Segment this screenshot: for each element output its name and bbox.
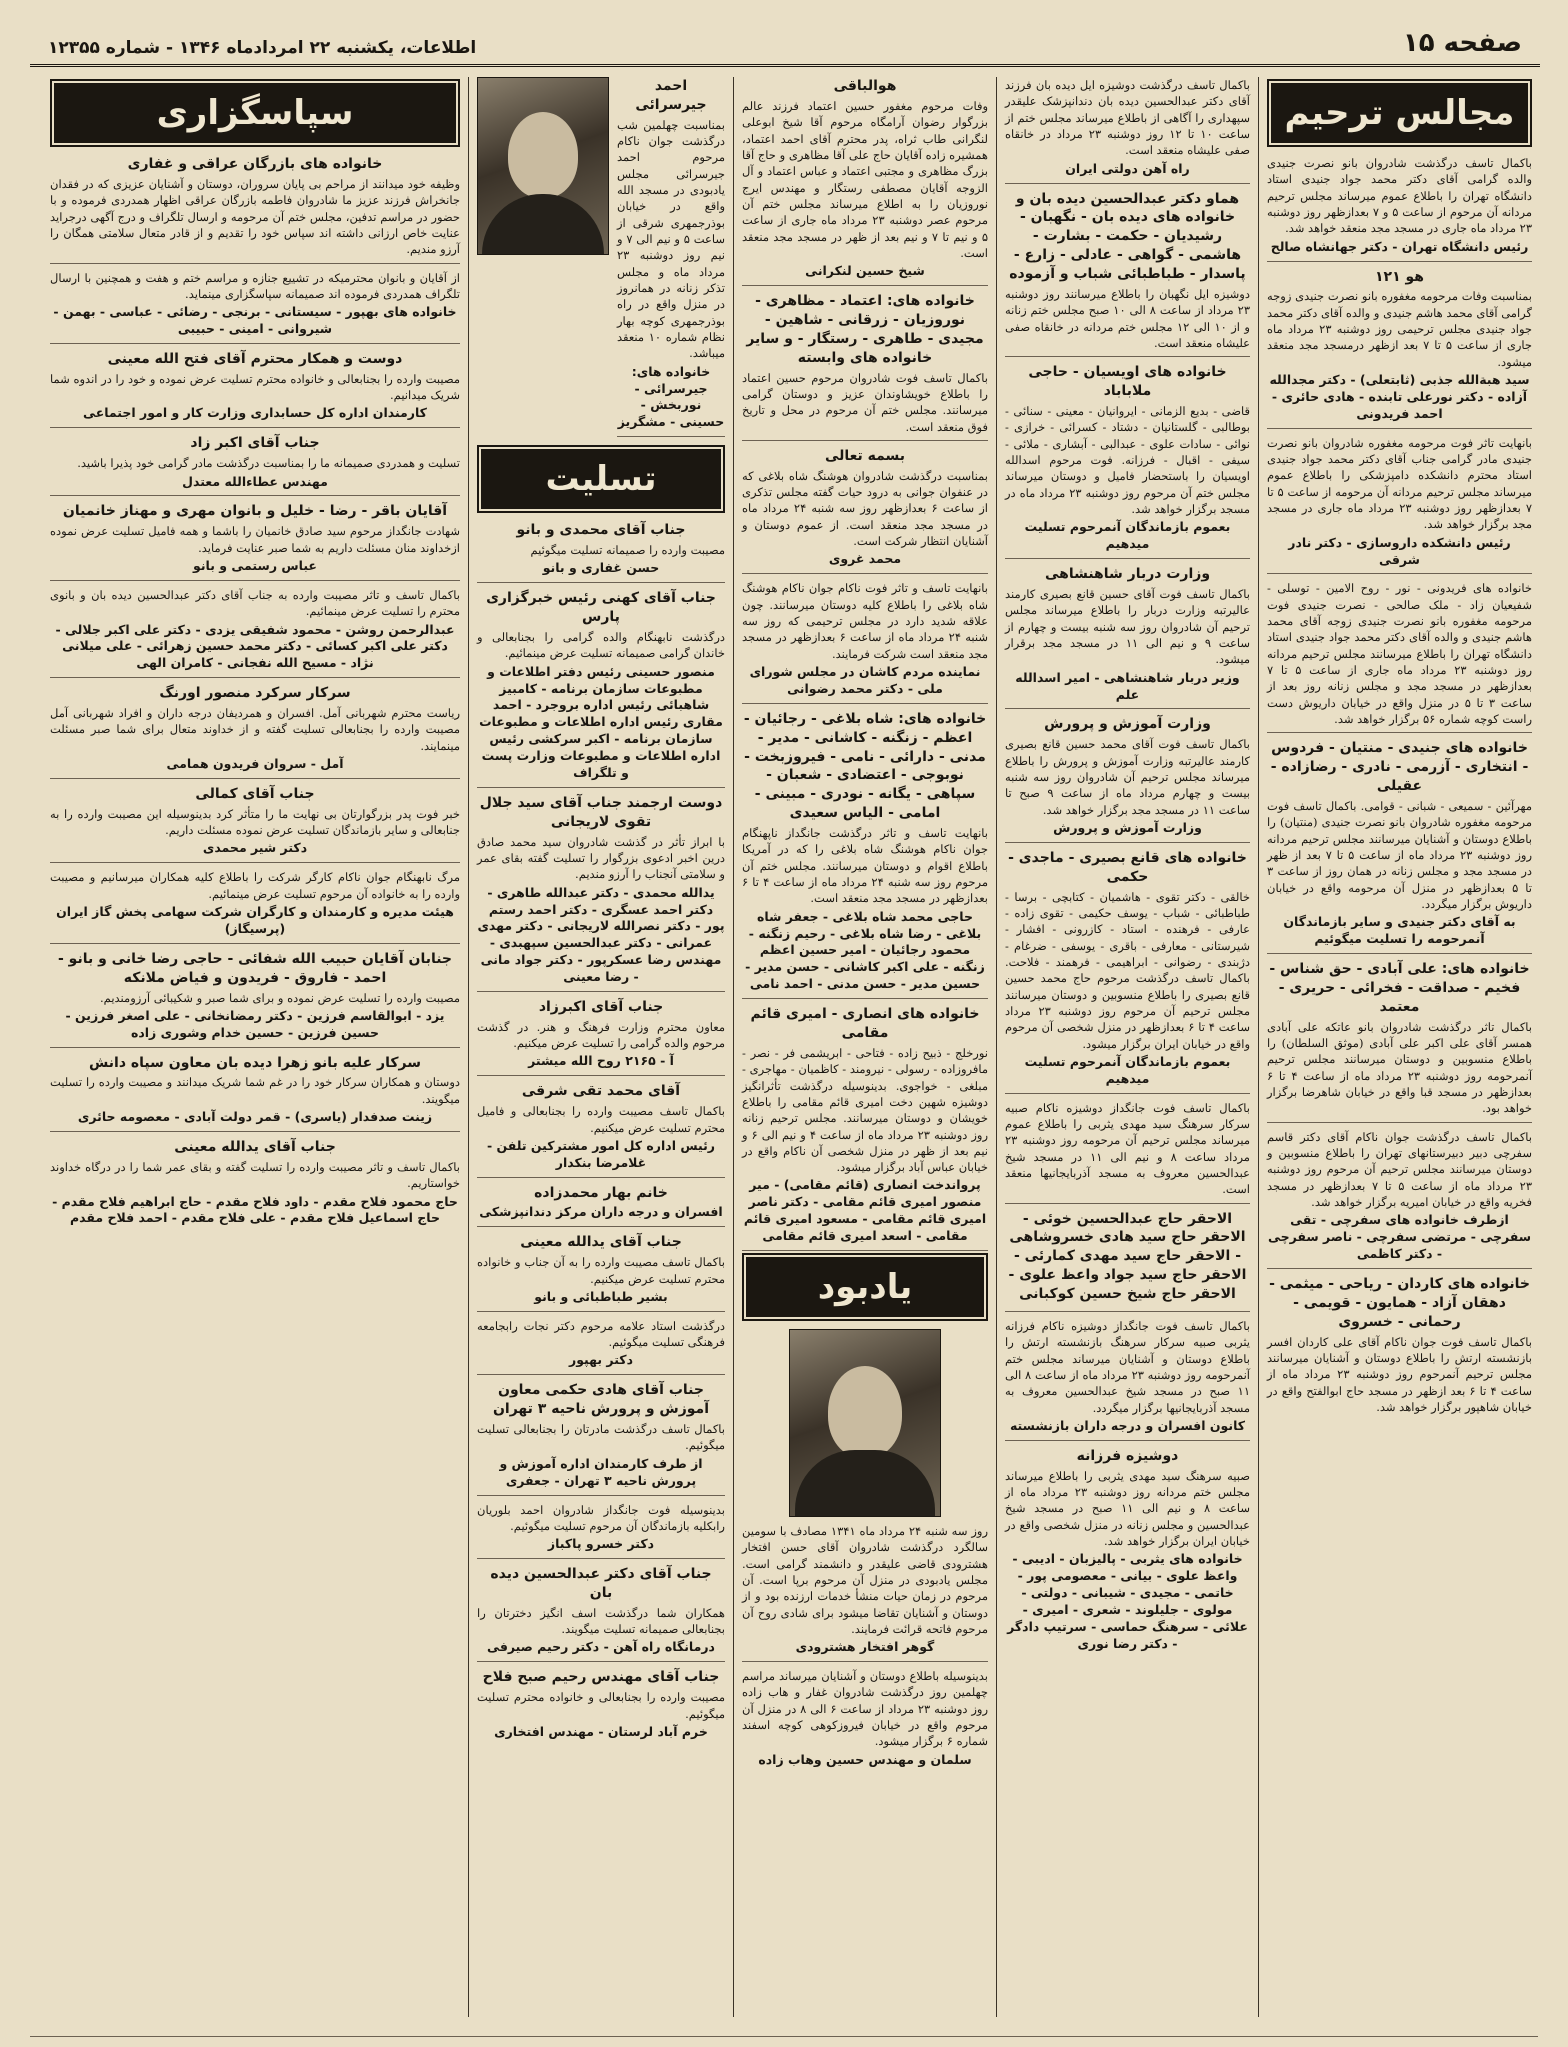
column-sepas	[42, 77, 468, 2017]
notice-signature: بعموم بازماندگان آنمرحوم تسلیت میدهیم	[1024, 1053, 1231, 1086]
notice-text: بانهایت تاسف و تاثر درگذشت جانگداز ناپهنگام جوان ناکام هوشنگ شاه بلاغی را که در آمریکا باطلاع اقوام و دوستان میرسانند. مجلس ختم آن مرحوم روز سه شنبه ۲۴ مرداد ماه از ساعت ۴ تا ۶ بعدازظهر در مسجد مجد منعقد است.	[742, 826, 988, 906]
notice-text: باکمال تاسف فوت آقای حسین قانع بصیری کارمند عالیرتبه وزارت دربار را باطلاع میرساند مجلس ترحیم آن شادروان روز سه شنبه بیست و چهارم از ساعت ۹ و نیم الی ۱۱ در مسجد مجد برقرار میشود.	[1005, 587, 1250, 667]
notice-title: خانواده های: شاه بلاغی - رجائیان - اعظم - زنگنه - کاشانی - مدیر - مدنی - دارائی - نامی - فیروزبخت - نوبوجی - اعتضادی - شعبان - سپاهی - یگانه - نودری - مبینی - امامی - الیاس سعیدی	[743, 710, 987, 822]
notice-text: بانهایت تاثر فوت مرحومه مغفوره شادروان بانو نصرت جنیدی مادر گرامی جناب آقای دکتر محمد جواد جنیدی استاد محترم دانشکده دامپزشکی را باطلاع عموم میرساند مجلس ترحیم مردانه آن مرحومه از ساعت ۵ تا ۷ بعدازظهر روز دوشنبه ۲۳ مرداد ماه جاری در مسجد مجد برگزار خواهد شد.	[1267, 435, 1533, 532]
notice-signature: کارمندان اداره کل حسابداری وزارت کار و امور اجتماعی	[83, 405, 427, 421]
notice-title: هوالباقی	[833, 78, 897, 94]
notice-text: شهادت جانگداز مرحوم سید صادق خانمیان را باشما و همه فامیل تسلیت عرض نموده ازخداوند منان مسئلت داریم به شما صبر عنایت فرماید.	[50, 524, 460, 555]
notice-text: درگذشت استاد علامه مرحوم دکتر نجات رابجامعه فرهنگی تسلیت میگوئیم.	[477, 1318, 725, 1350]
notice-text: صبیه سرهنگ سید مهدی یثربی را باطلاع میرساند مجلس ختم مردانه روز دوشنبه ۲۳ مرداد ماه از ساعت ۸ و نیم الی ۱۱ صبح در مسجد شیخ عبدالحسین و مجلس زنانه در منزل شخصی واقع در خیابان ایران برگزار خواهد شد.	[1005, 1468, 1250, 1549]
notice-signature: هیئت مدیره و کارمندان و کارگران شرکت سهامی پخش گاز ایران (پرسیگاز)	[56, 903, 454, 936]
notice	[742, 447, 988, 574]
notice	[1005, 1318, 1250, 1441]
notice	[50, 1054, 460, 1132]
notice	[477, 998, 725, 1076]
notice-title: جناب آقای دکتر عبدالحسین دیده بان	[490, 1566, 712, 1601]
notice-signature: گوهر افتخار هشترودی	[795, 1639, 935, 1655]
notice-signature: دکتر خسرو پاکباز	[547, 1536, 655, 1552]
notice-signature: زینت صدفدار (یاسری) - قمر دولت آبادی - معصومه حائری	[77, 1109, 433, 1125]
notice-signature: خانواده های: جیرسرائی - نوربخش - حسینی - مشگریز	[617, 363, 725, 430]
notice-signature: خرم آباد لرستان - مهندس افتخاری	[494, 1723, 708, 1739]
notice	[50, 155, 460, 264]
notice-signature: نماینده مردم کاشان در مجلس شورای ملی - دکتر محمد رضوانی	[749, 663, 981, 696]
notice-title: جناب آقای کمالی	[195, 785, 315, 802]
notice-text: باکمال تاسف فوت شادروان مرحوم حسین اعتماد را باطلاع خویشاوندان عزیز و دوستان گرامی میرسانند. مجلس ختم آن مرحوم در محل و تاریخ فوق منعقد است.	[742, 370, 988, 434]
notice-title: هو ۱۲۱	[1375, 268, 1424, 285]
notice-title: جناب آقای کهنی رئیس خبرگزاری پارس	[486, 590, 716, 626]
notice-text: باکمال تاسف درگذشت دوشیزه ایل دیده بان فرزند آقای دکتر عبدالحسین دیده بان دندانپزشک علیقدر سپهداری را آگاهی از باطلاع میرساند مجلس ختم از ساعت ۱۰ تا ۱۲ روز دوشنبه ۲۳ مرداد در خانقاه صفی علیشاه منعقد است.	[1005, 78, 1251, 158]
notice-text: باکمال تاسف فوت آقای محمد حسین قانع بصیری کارمند عالیرتبه وزارت آموزش و پرورش را باطلاع میرساند مجلس ترحیم آن شادروان روز سه شنبه بیست و چهارم مرداد ماه از ساعت ۹ صبح تا ساعت ۱۱ در مسجد مجد برگزار خواهد شد.	[1005, 737, 1250, 817]
notice-title: خانواده های انصاری - امیری قائم مقامی	[750, 1006, 980, 1041]
notice-title: خانواده های: اعتماد - مظاهری - نوروزیان - زرقانی - شاهین - مجیدی - طاهری - رستگار - و سایر خانواده های وابسته	[746, 293, 984, 366]
notice-title: هماو دکتر عبدالحسین دیده بان و خانواده های دیده بان - نگهبان - رشیدیان - حکمت - بشارت - هاشمی - گواهی - عادلی - زارع - پاسدار - طباطبائی شباب و آزموده	[1009, 190, 1246, 283]
notice-title: خانواده های قانع بصیری - ماجدی - حکمی	[1008, 849, 1247, 885]
notice	[1005, 565, 1250, 709]
notice-signature: دکتر بهپور	[569, 1352, 633, 1368]
notice	[742, 580, 988, 703]
notice	[742, 1005, 988, 1251]
notice-title: الاحقر حاج عبدالحسین خوئی - الاحقر حاج سید هادی خسروشاهی - الاحقر حاج سید مهدی کمارئی - الاحقر حاج سید جواد واعظ علوی - الاحقر حاج شیخ حسین کوکبانی	[1008, 1210, 1247, 1303]
notice-signature: مهندس عطاءالله معتدل	[182, 473, 328, 489]
notice-text: وظیفه خود میدانند از مراحم بی پایان سروران، دوستان و آشنایان عزیزی که در فقدان جانخراش فرزند عزیز ما شادروان فاطمه بازرگان عراقی اظهار همدردی فرموده و با حضور در مراسم تدفین، مجلس ختم آن مرحومه و ارسال تلگراف و درج آگهی درجراید عنایت خاص ارزانی داشته اند سپاس خود را تقدیم و از قادر متعال سلامتی همگان را آرزو مندیم.	[50, 176, 460, 257]
notice-title: احمد جیرسرائی	[635, 78, 707, 113]
notice-signature: سلمان و مهندس حسین وهاب زاده	[758, 1751, 972, 1767]
notice-text: خبر فوت پدر بزرگوارتان بی نهایت ما را متأثر کرد بدینوسیله این مصیبت وارده را به جنابعالی و سایر بازماندگان تسلیت عرض نموده مسئلت داریم.	[50, 806, 460, 838]
portrait-photo-jirsarai	[477, 77, 609, 255]
notice-title: دوشیزه فرزانه	[1076, 1447, 1179, 1464]
notice-text: باکمال تاسف فوت جانگداز دوشیزه ناکام صبیه سرکار سرهنگ سید مهدی یثربی را باطلاع عموم میرساند مجلس ترحیم آن مرحومه روز دوشنبه ۲۳ مرداد ساعت ۸ و نیم الی ۱۱ در مسجد شیخ عبدالحسین معروف به مسجد آذربایجانیها منعقد است.	[1005, 1100, 1250, 1197]
notice-signature: خانواده های یثربی - پالیزبان - ادیبی - واعظ علوی - بیانی - معصومی پور - خاتمی - مجیدی - شیبانی - دولتی - مولوی - جلیلوند - شعری - امیری - علائی - سرهنگ حماسی - سرتیپ دادگر - دکتر رضا نوری	[1007, 1551, 1248, 1651]
notice-text: نورخلج - ذبیح زاده - فتاحی - ابریشمی فر - نصر - مافروزاده - رسولی - نیرومند - کاظمیان - مهاجری - مبلغی - خواجوی. بدینوسیله درگذشت تأثرانگیز دوشیزه شهین دخت امیری قائم مقامی را باطلاع خویشان و دوستان میرسانند. مجلس ترحیم زنانه روز دوشنبه ۲۳ مرداد ماه از ساعت ۴ و نیم الی ۶ و نیم بعد از ظهر در منزل شخصی آن ناکام واقع در خیابان عباس آباد برگزار میشود.	[742, 1045, 989, 1175]
notice-title: جناب آقای اکبرزاد	[538, 998, 664, 1015]
notice	[477, 1381, 725, 1495]
notice	[742, 292, 988, 441]
notice-signature: وزیر دربار شاهنشاهی - امیر اسدالله علم	[1015, 669, 1240, 702]
notice-title: آقایان باقر - رضا - خلیل و بانوان مهری و مهناز خانمیان	[62, 503, 448, 520]
notice-text: مصیبت وارده را بجنابعالی و خانواده محترم تسلیت عرض نموده و خود را در اندوه شما شریک میدانیم.	[50, 371, 460, 403]
notice-signature: آ - ۲۱۶۵ روح الله میشتر	[528, 1053, 674, 1069]
notice-text: بمناسبت وفات مرحومه مغفوره بانو نصرت جنیدی زوجه گرامی آقای محمد هاشم جنیدی و والده آقای دکتر محمد جواد جنیدی مجلس ترحیمی روز دوشنبه ۲۳ مرداد ماه جاری از ساعت ۵ تا ۷ بعد ازظهر درمسجد مجد منعقد میشود.	[1267, 289, 1533, 369]
notice-text: بمناسبت چهلمین شب درگذشت جوان ناکام مرحوم احمد جیرسرائی مجلس یادبودی در مسجد الله واقع در خیابان بوذرجمهری شرقی از ساعت ۵ و نیم الی ۷ و نیم روز دوشنبه ۲۳ مرداد ماه و مجلس تذکر زنانه در همانروز در منزل واقع در راه بوذرجمهری کوچه بهار نظام شماره ۱۰ منعقد میباشد.	[617, 117, 726, 361]
notice-text: باکمال تاسف فوت جوان ناکام آقای علی کاردان افسر بازنشسته ارتش را باطلاع دوستان و آشنایان میرسانند مجلس ترحیم آنمرحوم روز دوشنبه ۲۳ مرداد ماه از ساعت ۴ تا ۶ بعد ازظهر در مسجد حاج ابوالفتح واقع در خیابان شاهپور برگزار خواهد شد.	[1267, 1334, 1533, 1414]
notice	[1267, 155, 1532, 262]
notice-title: جناب آقای مهندس رحیم صبح فلاح	[482, 1669, 720, 1686]
notice-signature: آمل - سروان فریدون همامی	[166, 756, 344, 772]
notice-signature: عبدالرحمن روشن - محمود شفیقی یزدی - دکتر علی اکبر جلالی - دکتر علی اکبر کسائی - دکتر محمد حسین زهرائی - علی میلانی نژاد - مسیح الله نفجانی - کامران الهی	[55, 621, 455, 671]
notice-signature: یدالله محمدی - دکتر عبدالله طاهری - دکتر احمد عسگری - دکتر احمد رستم پور - دکتر نصرالله لاریجانی - دکتر مهدی عمرانی - دکتر عبدالحسین سپهبدی - مهندس رضا عسکرپور - دکتر جواد مانی - رضا معینی	[477, 884, 725, 984]
notice-signature: رئیس دانشگاه تهران - دکتر جهانشاه صالح	[1270, 238, 1529, 254]
notice-text: باکمال تاسف درگذشت جوان ناکام آقای دکتر قاسم سفرچی دبیر دبیرستانهای تهران را باطلاع منسوبین و دوستان میرسانند مجلس ترحیم آن مرحوم روز دوشنبه ۲۳ مرداد ماه از ساعت ۵ تا ۷ بعدازظهر در مسجد فخریه واقع در خیابان امیریه برگزار خواهد شد.	[1267, 1129, 1532, 1210]
notice-signature: خانواده های بهپور - سیستانی - برنجی - رضائی - عباسی - بهمن - شیروانی - امینی - حبیبی	[53, 304, 457, 337]
section-banner-tasliat: تسلیت	[481, 449, 721, 509]
notice-text: قاضی - بدیع الزمانی - ایروانیان - معینی - سنائی - بوطالبی - گلستانیان - دشتاد - کسرائی - خرازی - نوائی - سادات علوی - عبدالبی - آبشاری - ملائی - سیفی - اقبال - فرزانه. فوت مرحوم اسدالله اویسیان را باستحضار فامیل و دوستان میرساند مجلس ختم آن مرحوم روز دوشنبه ۲۳ مرداد ماه در مسجد برگزار خواهد شد.	[1005, 404, 1250, 517]
notice-signature: درمانگاه راه آهن - دکتر رحیم صیرفی	[487, 1639, 715, 1655]
notice-text: باکمال تاسف و تاثر مصیبت وارده را تسلیت گفته و بقای عمر شما را در درگاه خداوند خواستاریم.	[50, 1159, 460, 1191]
notice	[477, 589, 725, 788]
notice	[477, 1502, 725, 1560]
notice-signature: بعموم بازماندگان آنمرحوم تسلیت میدهیم	[1024, 519, 1231, 552]
notice-signature: عباس رستمی و بانو	[193, 558, 317, 573]
notice-title: خانواده های بازرگان عراقی و غفاری	[127, 156, 383, 172]
notice-text: مصیبت وارده را تسلیت عرض نموده و برای شما صبر و شکیبائی آرزومندیم.	[100, 990, 460, 1005]
notice-title: سرکار علیه بانو زهرا دیده بان معاون سپاه دانش	[88, 1054, 421, 1071]
notice-signature: از طرف کارمندان اداره آموزش و پرورش ناحیه ۳ تهران - جعفری	[499, 1455, 703, 1488]
notice-title: وزارت دربار شاهنشاهی	[1044, 566, 1211, 583]
notice	[742, 1668, 988, 1774]
section-banner-yadbud: یادبود	[746, 1257, 984, 1317]
notice-text: بدینوسیله باطلاع دوستان و آشنایان میرساند مراسم چهلمین روز درگذشت شادروان غفار و هاب زاده روز دوشنبه ۲۳ مرداد از ساعت ۶ الی ۸ در منزل آن مرحوم واقع در خیابان فیروزکوهی کوچه اسفند شماره ۶ برگزار میشود.	[742, 1669, 988, 1749]
column-majales	[1258, 77, 1540, 2017]
notice-text: دوستان و همکاران سرکار خود را در غم شما شریک میدانند و مصیبت وارده را تسلیت میگویند.	[50, 1075, 460, 1106]
notice	[477, 1184, 725, 1228]
notice-text: باکمال تاسف مصیبت وارده را بجنابعالی و فامیل محترم تسلیت عرض میکنیم.	[477, 1104, 725, 1135]
notice-signature: منصور حسینی رئیس دفتر اطلاعات و مطبوعات سازمان برنامه - کامبیز شاهبائی رئیس اداره بروجرد - احمد مقاری رئیس اداره اطلاعات و مطبوعات سازمان برنامه - اکبر سرکشی رئیس اداره اطلاعات و مطبوعات وزارت پست و تلگراف	[479, 663, 723, 780]
notice-title: دوست ارجمند جناب آقای سید جلال تقوی لاریجانی	[479, 794, 723, 830]
notice-signature: ازطرف خانواده های سفرچی - تقی سفرچی - مرتضی سفرچی - ناصر سفرچی - دکتر کاظمی	[1267, 1212, 1532, 1262]
column-4	[468, 77, 733, 2017]
notice-text: باکمال تاسف درگذشت شادروان بانو نصرت جنیدی والده گرامی آقای دکتر محمد جواد جنیدی استاد دانشگاه تهران را باطلاع عموم میرساند مجلس ترحیم مردانه آن مرحوم از ساعت ۵ و ۷ بعدازظهر روز دوشنبه ۲۳ مرداد ماه جاری در مسجد مجد منعقد خواهد شد.	[1267, 156, 1532, 236]
notice-signature: یزد - ابوالقاسم فرزین - دکتر رمضانخانی - علی اصغر فرزین - حسین فرزین - حسین خدام وشوری زاده	[65, 1007, 445, 1040]
issue-info: اطلاعات، یکشنبه ۲۲ امردادماه ۱۳۴۶ - شماره ۱۲۳۵۵	[48, 38, 477, 58]
notice	[742, 710, 988, 999]
notice-signature: رئیس دانشکده داروسازی - دکتر نادر شرقی	[1288, 534, 1511, 567]
notice	[1267, 1275, 1532, 1420]
column-2	[996, 77, 1258, 2017]
notice-title: خانواده های کاردان - ریاحی - میثمی - دهقان آزاد - همایون - قویمی - رحمانی - خسروی	[1269, 1275, 1530, 1330]
notice	[1267, 960, 1532, 1123]
notice-text: بمناسبت درگذشت شادروان هوشنگ شاه بلاغی که در عنفوان جوانی به درود حیات گفته مجلس تذکری از ساعت ۶ بعدازظهر روز سه شنبه ۲۴ مرداد ماه در مسجد مجد منعقد است. از عموم دوستان و آشنایان انتظار شرکت است.	[742, 468, 988, 549]
notice	[617, 77, 725, 437]
notice-title: جناب آقای یدالله معینی	[520, 1234, 682, 1251]
notice-title: آقای محمد تقی شرقی	[521, 1083, 681, 1100]
notice	[50, 434, 460, 496]
notice	[50, 684, 460, 779]
column-3	[733, 77, 996, 2017]
notice	[1267, 1129, 1532, 1269]
notice-title: خانم بهار محمدزاده	[534, 1184, 668, 1201]
notice-text: بانهایت تاسف و تاثر فوت ناکام جوان ناکام هوشنگ شاه بلاغی را باطلاع کلیه دوستان میرسانند. چون علاقه شدید دارد در مجلس ترحیمی که روز سه شنبه ۲۴ مرداد ماه از ساعت ۶ بعدازظهر در مسجد مجد منعقد است شرکت فرمایند.	[742, 581, 988, 661]
notice	[1005, 715, 1250, 842]
notice	[1005, 1100, 1250, 1204]
notice-text: ریاست محترم شهربانی آمل. افسران و همردیفان درجه داران و افراد شهربانی آمل مصیبت وارده را بجنابعالی تسلیت گفته و از خداوند متعال برای شما صبر مسئلت مینمایند.	[50, 706, 460, 753]
notice-signature: راه آهن دولتی ایران	[1065, 160, 1190, 176]
notice	[1267, 580, 1532, 733]
notice-title: جناب آقای اکبر زاد	[190, 435, 320, 452]
notice	[1005, 849, 1250, 1094]
notice	[742, 77, 988, 286]
notice-signature: وزارت آموزش و پرورش	[1053, 819, 1202, 835]
notice-signature: سید هبةالله جذبی (ثابتعلی) - دکتر مجدالله آزاده - دکتر نورعلی تابنده - هادی حائری - احمد فریدونی	[1269, 372, 1530, 421]
notice	[50, 869, 460, 943]
notice-text: همکاران شما درگذشت اسف انگیز دخترتان را بجنابعالی صمیمانه تسلیت میگویند.	[477, 1605, 725, 1637]
notice	[477, 1082, 725, 1177]
section-banner-majales: مجالس ترحیم	[1271, 83, 1528, 143]
notice	[477, 1233, 725, 1311]
notice	[1005, 77, 1250, 184]
notice-text: از آقایان و بانوان محترمیکه در تشییع جنازه و مراسم ختم و هفت و همچنین با ارسال تلگراف همدردی فرموده اند صمیمانه سپاسگزاری مینماید.	[50, 270, 460, 301]
notice-signature: محمد غروی	[828, 551, 902, 567]
notice-text: باکمال تاسف درگذشت مادرتان را بجنابعالی تسلیت میگوئیم.	[477, 1422, 725, 1453]
footer-rule	[30, 2036, 1538, 2041]
notice-text: معاون محترم وزارت فرهنگ و هنر. در گذشت مرحوم والده گرامی را تسلیت عرض میکنیم.	[477, 1019, 725, 1051]
notice-text: باکمال تاسف و تاثر مصیبت وارده به جناب آقای دکتر عبدالحسین دیده بان و بانوی محترم را تسلیت عرض مینمائیم.	[50, 587, 460, 619]
notice-signature: شیخ حسین لنکرانی	[805, 263, 925, 279]
notice-text: بدینوسیله فوت جانگداز شادروان احمد بلوریان رابکلیه بازماندگان آن مرحوم تسلیت میگوئیم.	[477, 1502, 725, 1533]
notice-title: سرکار سرکرد منصور اورنگ	[159, 685, 351, 702]
notice-text: روز سه شنبه ۲۴ مرداد ماه ۱۳۴۱ مصادف با سومین سالگرد درگذشت شادروان آقای حسن افتخار هشترودی قاضی علیقدر و دانشمند گرامی است. مجلس یادبودی در منزل آن مرحوم برپا است. آن مرحوم در زمان حیات منشأ خدمات ارزنده بود و از دوستان و آشنایان تقاضا میشود برای شادی روح آن مرحوم فاتحه قرائت فرمایند.	[742, 1523, 988, 1636]
notice	[50, 1138, 460, 1232]
notice	[50, 950, 460, 1048]
notice	[50, 350, 460, 428]
notice	[1005, 1447, 1250, 1658]
notice-title: جناب آقای یدالله معینی	[174, 1139, 336, 1156]
notice-text: باکمال تاسف مصیبت وارده را به آن جناب و خانواده محترم تسلیت عرض میکنیم.	[477, 1255, 725, 1286]
notice-title: خانواده های: علی آبادی - حق شناس - فخیم - صداقت - فخرائی - حریری - معتمد	[1269, 961, 1530, 1015]
notice	[50, 785, 460, 863]
notice-text: مرگ نابهنگام جوان ناکام کارگر شرکت را باطلاع کلیه همکاران میرسانیم و مصیبت وارده را به خانواده آن مرحوم تسلیت عرض مینمائیم.	[50, 870, 460, 901]
notice	[50, 270, 460, 344]
memorial-row	[477, 77, 725, 443]
columns	[30, 77, 1540, 2017]
notice-signature: به آقای دکتر جنیدی و سایر بازماندگان آنمرحومه را تسلیت میگوئیم	[1283, 914, 1516, 947]
notice-text: مهرآئین - سمیعی - شبانی - قوامی. باکمال تاسف فوت مرحومه مغفوره شادروان بانو نصرت جنیدی (منتیان) را باطلاع دوستان و آشنایان میرسانند مجلس ترحیم مردانه روز دوشنبه ۲۳ مرداد ماه از ساعت ۵ تا ۷ بعد از ظهر در مسجد مجد و مجلس زنانه در همان روز از ساعت ۳ تا ۵ بعدازظهر در منزل آن مرحومه واقع در خیابان داریوش برگزار میگردد.	[1267, 799, 1532, 911]
notice-title: جناب آقای هادی حکمی معاون آموزش و پرورش ناحیه ۳ تهران	[492, 1382, 710, 1418]
notice	[742, 1523, 988, 1662]
notice-title: دوست و همکار محترم آقای فتح الله معینی	[107, 350, 403, 367]
notice	[477, 521, 725, 583]
notice-signature: بشیر طباطبائی و بانو	[534, 1288, 668, 1304]
notice-text: خانواده های فریدونی - نور - روح الامین - توسلی - شفیعیان زاد - ملک صالحی - نصرت جنیدی فوت مرحومه مغفوره بانو نصرت جنیدی زوجه آقای محمد هاشم جنیدی و والده آقای دکتر محمد جواد جنیدی استاد دانشگاه تهران را باطلاع میرسانند مجلس ترحیم مردانه روز دوشنبه ۲۳ مرداد ماه جاری از ساعت ۵ تا ۷ بعدازظهر در مسجد مجد و مجلس زنانه روز بعد از ساعت ۳ تا ۵ در منزل واقع در خیابان داریوش دست راست کوچه شماره ۵۶ برگزار خواهد شد.	[1267, 581, 1532, 727]
notice-signature: دکتر شیر محمدی	[202, 840, 308, 856]
notice-text: باکمال تاسف فوت جانگداز دوشیزه ناکام فرزانه یثربی صبیه سرکار سرهنگ بازنشسته ارتش را باطلاع دوستان و آشنایان میرساند مجلس ختم آنمرحومه روز دوشنبه ۲۳ مرداد ماه از ساعت ۸ الی ۱۱ صبح در مسجد شیخ عبدالحسین معروف به مسجد آذربایجانیها برگزار میگردد.	[1005, 1319, 1250, 1415]
notice-signature: افسران و درجه داران مرکز دندانپزشکی	[479, 1204, 723, 1220]
notice	[477, 1565, 725, 1662]
notice	[1267, 739, 1532, 954]
notice-title: خانواده های اویسیان - حاجی ملاباباد	[1028, 364, 1227, 400]
notice-text: خالقی - دکتر تقوی - هاشمیان - کتابچی - برسا - طباطبائی - شباب - یوسف حکیمی - تقوی زاده - عارفی - فرهنده - استاد - کازرونی - افشار - شیرستانی - معارفی - باقری - یوسفی - ضرغام - دژبندی - رضوانی - ابراهیمی - فرهمند - فلاحت. باکمال تاسف درگذشت مرحوم حاج محمد حسین قانع بصیری را باطلاع منسوبین و دوستان میرسانند مجلس ترحیم آن مرحوم روز دوشنبه ۲۳ مرداد ساعت ۴ تا ۶ بعدازظهر در منزل شخصی آن مرحوم واقع در خیابان ایران برگزار میشود.	[1005, 889, 1251, 1051]
notice-signature: حسن غفاری و بانو	[542, 560, 660, 576]
notice	[1005, 1210, 1250, 1312]
masthead	[30, 18, 1540, 67]
notice-title: بسمه تعالی	[824, 447, 906, 464]
notice	[477, 1318, 725, 1376]
notice-title: خانواده های جنیدی - منتیان - فردوس - انتخاری - آزرمی - نادری - رضازاده - عقیلی	[1270, 740, 1529, 795]
notice	[477, 794, 725, 992]
notice-text: با ابراز تأثر در گذشت شادروان سید محمد صادق درین اخبر ادعوی بزرگوار را تسلیت گفته بقای عمر و سلامتی آنجناب را آرزو مندیم.	[477, 834, 725, 882]
notice-signature: حاج محمود فلاح مقدم - داود فلاح مقدم - حاج ابراهیم فلاح مقدم - حاج اسماعیل فلاح مقدم - علی فلاح مقدم - احمد فلاح مقدم	[52, 1193, 458, 1226]
notice-title: جناب آقای محمدی و بانو	[516, 522, 686, 539]
notice-text: تسلیت و همدردی صمیمانه ما را بمناسبت درگذشت مادر گرامی خود پذیرا باشید.	[77, 456, 460, 471]
notice-text: دوشیزه ایل نگهبان را باطلاع میرسانند روز دوشنبه ۲۳ مرداد از ساعت ۸ الی ۱۰ صبح مجلس ختم زنانه و از ۱۰ الی ۱۲ مجلس ختم مردانه در خانقاه صفی علیشاه منعقد است.	[1005, 286, 1250, 350]
notice	[50, 502, 460, 580]
notice	[50, 587, 460, 678]
notice	[1005, 363, 1250, 559]
notice-signature: کانون افسران و درجه داران بازنشسته	[1009, 1418, 1246, 1433]
notice	[1005, 190, 1250, 358]
notice-title: وزارت آموزش و پرورش	[1044, 716, 1211, 733]
notice	[477, 1668, 725, 1745]
notice-signature: رئیس اداره کل امور مشترکین تلفن - غلامرضا بنکدار	[486, 1137, 715, 1170]
notice-signature: حاجی محمد شاه بلاغی - جعفر شاه بلاغی - رضا شاه بلاغی - رحیم زنگنه - محمود رجائیان - امیر حسین اعظم زنگنه - علی اکبر کاشانی - حسن مدیر - حسین مدیر - حسن مدنی - احمد نامی	[745, 908, 985, 992]
notice-title: جنابان آقایان حبیب الله شفائی - حاجی رضا خانی و بانو - احمد - فاروق - فریدون و فیاض ملانکه	[57, 950, 453, 986]
notice	[1267, 435, 1532, 575]
notice-text: درگذشت نابهنگام والده گرامی را بجنابعالی و خاندان گرامی صمیمانه تسلیت عرض مینمائیم.	[477, 630, 725, 661]
notice-signature: پرواندخت انصاری (قائم مقامی) - میر منصور امیری قائم مقامی - دکتر ناصر امیری قائم مقامی - مسعود امیری قائم مقامی - اسعد امیری قائم مقامی	[743, 1177, 987, 1244]
notice-text: مصیبت وارده را بجنابعالی و خانواده محترم تسلیت میگوئیم.	[477, 1690, 725, 1721]
notice-text: وفات مرحوم مغفور حسین اعتماد فرزند عالم بزرگوار رضوان آرامگاه مرحوم آقا شیخ ابوعلی لنگرانی طاب ثراه، پدر محترم آقای احمد اعتماد، همشیره زاده آقایان حاج علی آقا مظاهری و حاج آقا بزرگ مظاهری و مجتبی اعتماد و عباس اعتماد و آل الزوجه آقایان مصطفی رستگار و مهندس ایرج نوروزیان را به اطلاع میرساند مجلس ختم آن مرحوم عصر دوشنبه ۲۳ مرداد ماه جاری از ساعت ۵ و نیم تا ۷ و نیم بعد از ظهر در مسجد مجد منعقد است.	[742, 98, 988, 260]
notice-text: مصیبت وارده را صمیمانه تسلیت میگوئیم	[530, 543, 725, 558]
notice-text: باکمال تاثر درگذشت شادروان بانو عاتکه علی آبادی همسر آقای علی اکبر علی آبادی (موثق السلطان) را باطلاع منسوبین و دوستان میرسانند مجلس ترحیم آنمرحومه روز دوشنبه ۲۳ مرداد ماه از ساعت ۴ تا ۶ بعدازظهر در مسجد قبا واقع در خیابان شاهرضا برگزار خواهد بود.	[1267, 1019, 1533, 1116]
section-banner-sepas: سپاسگزاری	[54, 83, 456, 143]
notice	[1267, 268, 1532, 429]
page-number: صفحه ۱۵	[1402, 28, 1522, 58]
portrait-photo-hashtroudi	[789, 1329, 941, 1517]
